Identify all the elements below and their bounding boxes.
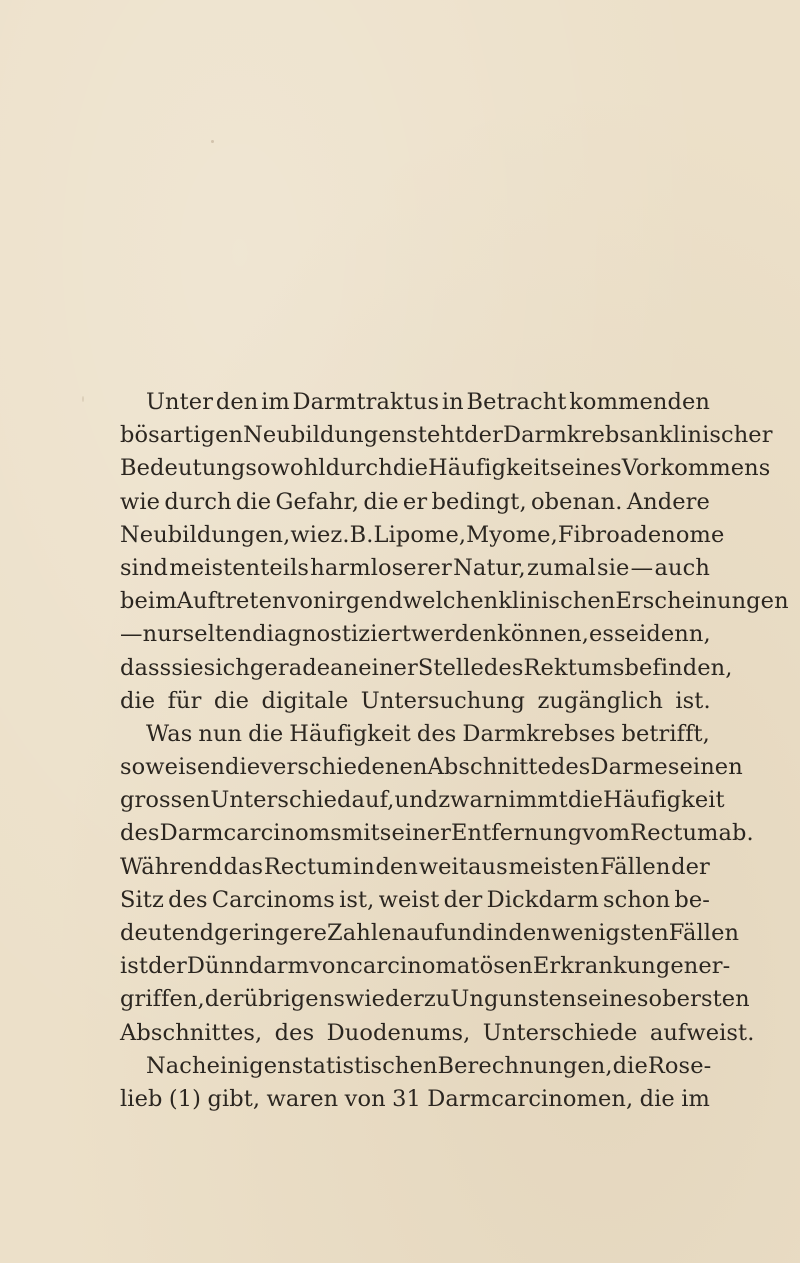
body-text xyxy=(120,386,789,1116)
text-line: grossen Unterschied auf, und zwar nimmt die Häufigkeit xyxy=(120,787,725,814)
text-line: lieb (1) gibt, waren von 31 Darmcarcinomen, die im xyxy=(120,1085,710,1112)
paragraph xyxy=(120,386,789,718)
text-line: Sitz des Carcinoms ist, weist der Dickdarm schon be- xyxy=(120,886,710,913)
text-line: sind meistenteils harmloserer Natur, zumal sie — auch xyxy=(120,554,710,581)
text-line: Nach einigen statistischen Berechnungen, die Rose- xyxy=(146,1052,712,1079)
text-line: Was nun die Häufigkeit des Darmkrebses betrifft, xyxy=(146,720,710,747)
text-line: die für die digitale Untersuchung zugänglich ist. xyxy=(120,687,711,714)
paper-speck xyxy=(211,140,214,143)
text-line: deutend geringere Zahlen auf und in den wenigsten Fällen xyxy=(120,920,740,946)
text-line: so weisen die verschiedenen Abschnitte des Darmes einen xyxy=(120,754,743,781)
text-line: Abschnittes, des Duodenums, Unterschiede aufweist. xyxy=(120,1019,755,1046)
text-line: bösartigen Neubildungen steht der Darmkrebs an klinischer xyxy=(120,422,773,449)
text-line: Neubildungen, wie z. B. Lipome, Myome, Fibroadenome xyxy=(120,521,725,548)
text-line: Während das Rectum in den weitaus meisten Fällen der xyxy=(120,853,710,880)
text-line: beim Auftreten von irgend welchen klinischen Erscheinungen xyxy=(120,588,789,615)
text-line: des Darmcarcinoms mit seiner Entfernung vom Rectum ab. xyxy=(120,820,754,847)
text-line: dass sie sich gerade an einer Stelle des Rektums befinden, xyxy=(120,654,733,681)
paragraph xyxy=(120,1050,710,1116)
paper-speck xyxy=(82,396,84,402)
text-line: wie durch die Gefahr, die er bedingt, obenan. Andere xyxy=(120,488,710,515)
paragraph xyxy=(120,718,755,1050)
text-line: Bedeutung sowohl durch die Häufigkeit seines Vorkommens xyxy=(120,455,771,482)
text-line: ist der Dünndarm von carcinomatösen Erkrankungen er- xyxy=(120,953,731,980)
text-line: — nur selten diagnostiziert werden können, es sei denn, xyxy=(120,621,711,648)
text-line: Unter den im Darmtraktus in Betracht kommenden xyxy=(146,389,710,415)
text-line: griffen, der übrigens wieder zu Ungunsten seines obersten xyxy=(120,986,750,1013)
